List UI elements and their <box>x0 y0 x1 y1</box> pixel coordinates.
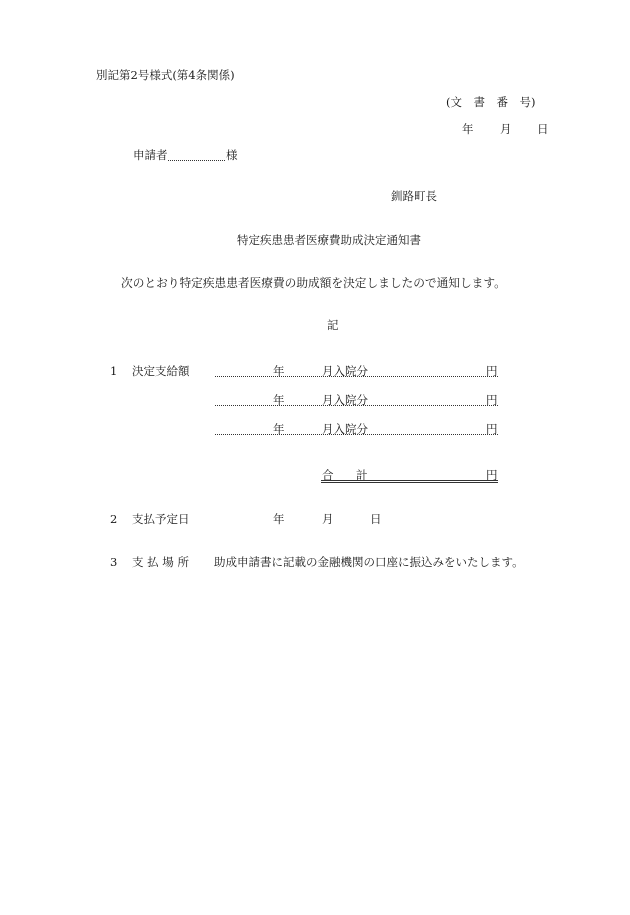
amount-row-year: 年 <box>273 393 285 407</box>
total-unit: 円 <box>486 468 498 482</box>
item-3-text: 助成申請書に記載の金融機関の口座に振込みをいたします。 <box>214 555 524 569</box>
amount-row-month: 月入院分 <box>322 364 368 378</box>
amount-row-unit: 円 <box>486 364 498 378</box>
amount-row-field[interactable] <box>215 376 498 377</box>
item-1-label: 決定支給額 <box>132 364 190 378</box>
payment-date-month: 月 <box>322 512 334 526</box>
item-3-number: 3 <box>110 555 118 569</box>
amount-row-field[interactable] <box>215 405 498 406</box>
date-day: 日 <box>537 122 549 136</box>
amount-row-year: 年 <box>273 422 285 436</box>
page-title: 特定疾患患者医療費助成決定通知書 <box>237 233 421 247</box>
intro-text: 次のとおり特定疾患患者医療費の助成額を決定しましたので通知します。 <box>121 276 506 290</box>
ki-heading: 記 <box>327 318 339 332</box>
amount-row-month: 月入院分 <box>322 393 368 407</box>
document-number: (文 書 番 号) <box>446 95 536 109</box>
amount-row-month: 月入院分 <box>322 422 368 436</box>
applicant-prefix: 申請者 <box>133 148 168 162</box>
item-1-number: 1 <box>110 364 118 378</box>
applicant-suffix: 様 <box>226 148 238 162</box>
amount-row-field[interactable] <box>215 434 498 435</box>
date-month: 月 <box>500 122 512 136</box>
total-label-1: 合 <box>322 468 334 482</box>
amount-row-unit: 円 <box>486 422 498 436</box>
issuer: 釧路町長 <box>391 189 437 203</box>
item-3-label: 支 払 場 所 <box>132 555 189 569</box>
item-2-number: 2 <box>110 512 118 526</box>
total-label-2: 計 <box>356 468 368 482</box>
item-2-label: 支払予定日 <box>132 512 190 526</box>
payment-date-year: 年 <box>273 512 285 526</box>
form-label: 別記第2号様式(第4条関係) <box>96 68 235 82</box>
date-year: 年 <box>462 122 474 136</box>
amount-row-unit: 円 <box>486 393 498 407</box>
applicant-name-field[interactable] <box>168 160 225 161</box>
payment-date-day: 日 <box>370 512 382 526</box>
amount-row-year: 年 <box>273 364 285 378</box>
total-field[interactable] <box>321 480 498 483</box>
